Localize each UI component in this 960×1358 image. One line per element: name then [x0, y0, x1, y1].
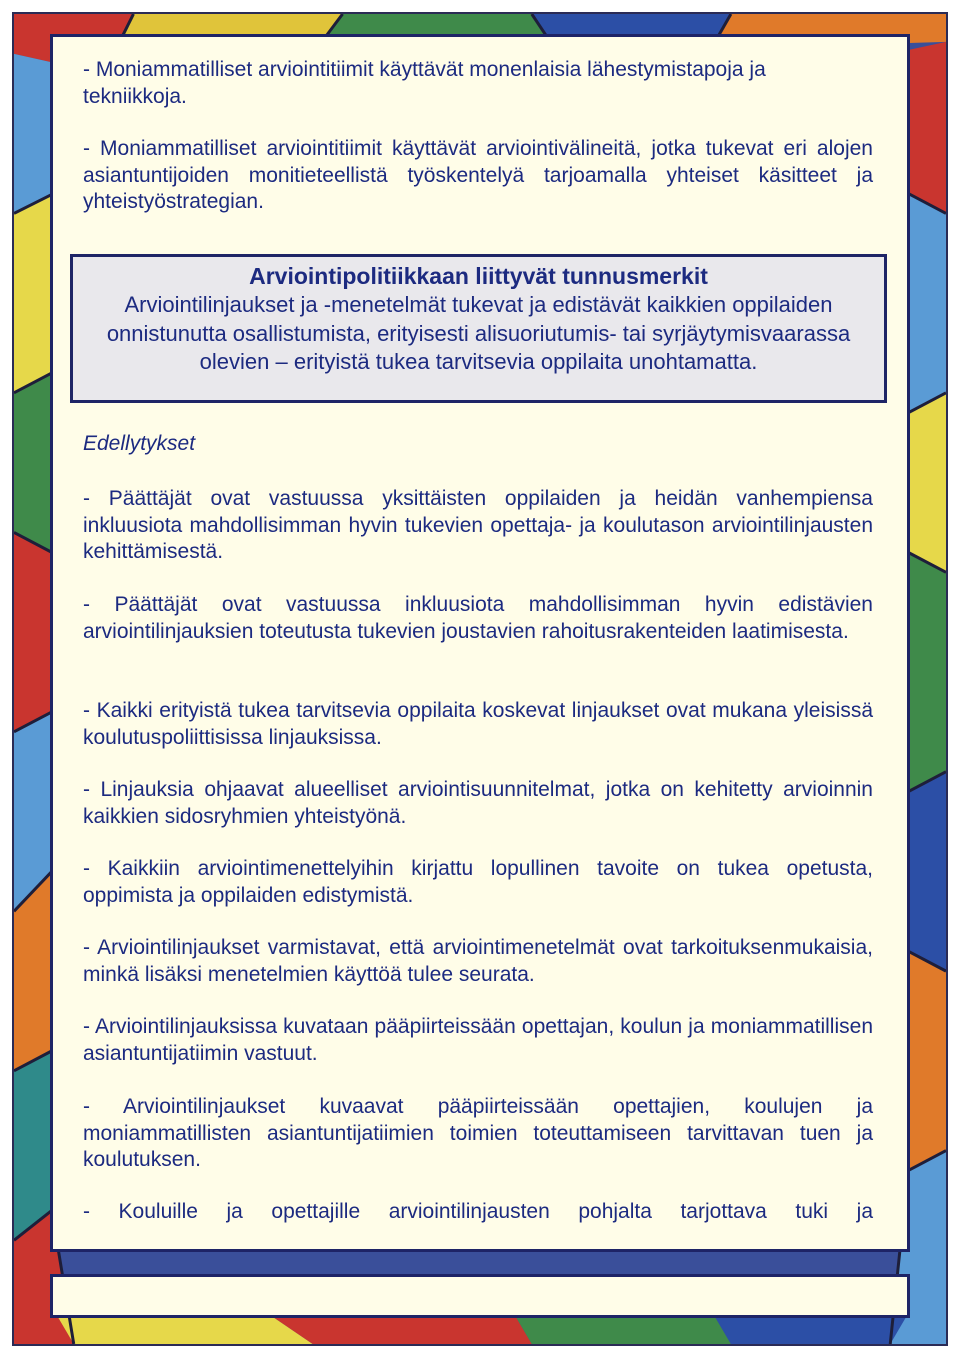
list-item: - Arviointilinjaukset varmistavat, että arviointimenetelmät ovat tarkoituksenmukaisia, minkä lisäksi menetelmien käyttöä tulee seurata. — [83, 936, 873, 986]
callout-title: Arviointipolitiikkaan liittyvät tunnusmerkit — [249, 263, 708, 289]
intro-item-2: - Moniammatilliset arviointitiimit käyttävät arviointivälineitä, jotka tukevat eri alojen asiantuntijoiden monitieteellistä työskentelyä tarjoamalla yhteiset käsitteet ja yhteistyöstrategian. — [83, 137, 873, 213]
intro-item-1: - Moniammatilliset arviointitiimit käyttävät monenlaisia lähestymistapoja ja tekniikkoja. — [83, 58, 766, 108]
list-item: - Linjauksia ohjaavat alueelliset arviointisuunnitelmat, jotka on kehitetty arvioinnin kaikkien sidosryhmien yhteistyönä. — [83, 778, 873, 828]
policy-callout-box — [70, 254, 887, 403]
footer-strip — [50, 1274, 910, 1318]
list-item: - Arviointilinjauksissa kuvataan pääpiirteissään opettajan, koulun ja moniammatillisen asiantuntijatiimin vastuut. — [83, 1015, 873, 1065]
list-item: - Päättäjät ovat vastuussa inkluusiota mahdollisimman hyvin edistävien arviointilinjauksien toteutusta tukevien joustavien rahoitusrakenteiden laatimisesta. — [83, 593, 873, 643]
list-item: - Päättäjät ovat vastuussa yksittäisten oppilaiden ja heidän vanhempiensa inkluusiota mahdollisimman hyvin tukevien opettaja- ja koulutason arviointilinjausten kehittämisestä. — [83, 487, 873, 563]
list-item: - Kaikkiin arviointimenettelyihin kirjattu lopullinen tavoite on tukea opetusta, oppimista ja oppilaiden edistymistä. — [83, 857, 873, 907]
callout-body: Arviointilinjaukset ja -menetelmät tukevat ja edistävät kaikkien oppilaiden onnistunutta osallistumista, erityisesti alisuoriutumis- tai syrjäytymisvaarassa olevien – erityistä tukea tarvitsevia oppilaita unohtamatta. — [106, 292, 851, 374]
list-item: - Arviointilinjaukset kuvaavat pääpiirteissään opettajien, koulujen ja moniammatillisten asiantuntijatiimien toimien toteuttamiseen tarvittavan tuen ja koulutuksen. — [83, 1095, 873, 1171]
list-item: - Kouluille ja opettajille arviointilinjausten pohjalta tarjottava tuki ja — [83, 1200, 873, 1223]
list-item: - Kaikki erityistä tukea tarvitsevia oppilaita koskevat linjaukset ovat mukana yleisissä koulutuspoliittisissa linjauksissa. — [83, 699, 873, 749]
section-heading: Edellytykset — [83, 432, 196, 455]
